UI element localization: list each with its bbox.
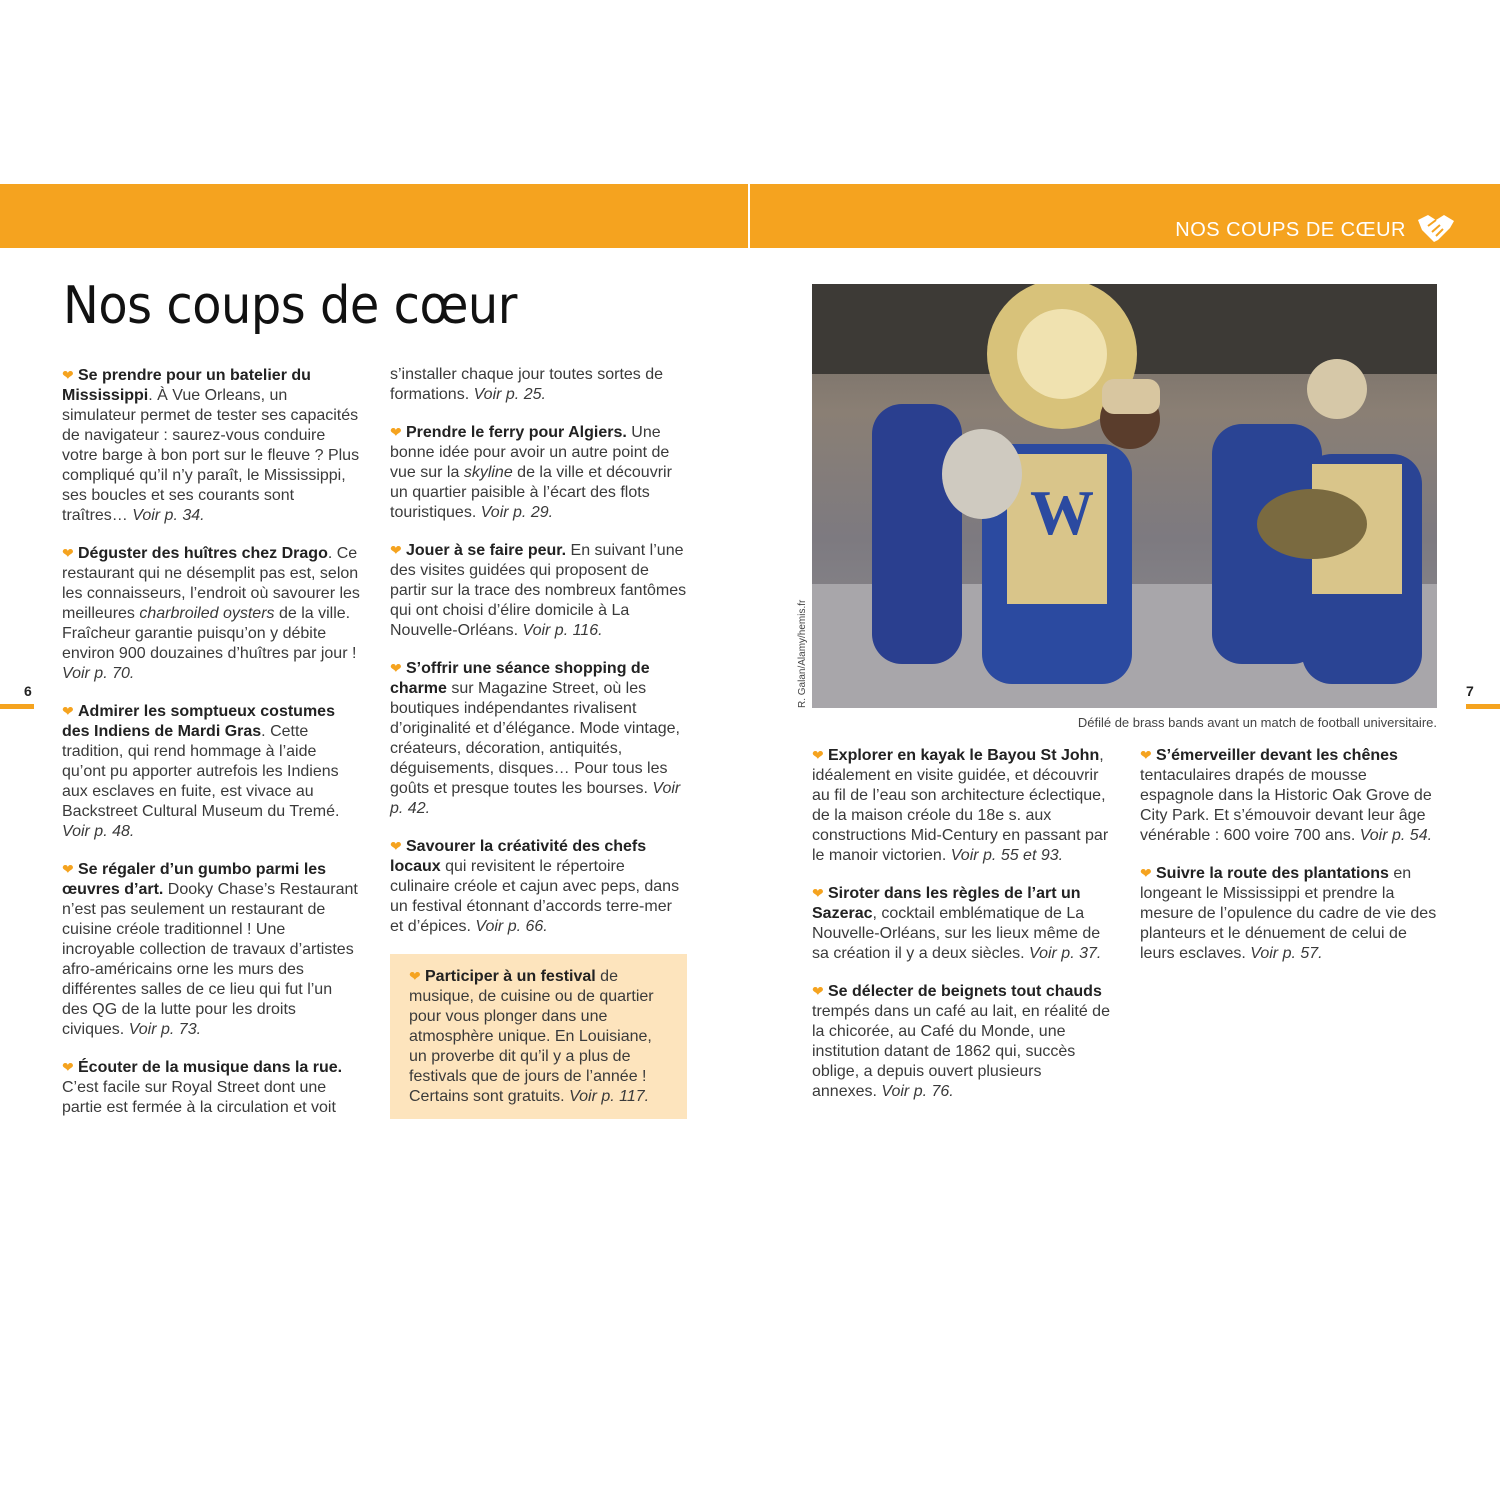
item-heading: Déguster des huîtres chez Drago	[78, 545, 328, 562]
photo-credit: R. Galan/Alamy/hemis.fr	[797, 599, 808, 708]
item-heading: Suivre la route des plantations	[1156, 865, 1389, 882]
coup-de-coeur-item	[390, 658, 688, 819]
item-text: trempés dans un café au lait, en réalité de la chicorée, au Café du Monde, une institution datant de 1862 qui, succès oblige, a depuis ouvert plusieurs annexes.	[812, 1003, 1110, 1100]
item-text-italic: Voir p. 54.	[1359, 827, 1433, 844]
item-text-italic: Voir p. 29.	[480, 504, 554, 521]
heart-icon: ❤	[62, 861, 74, 877]
heart-icon: ❤	[1140, 747, 1152, 763]
item-text-italic: Voir p. 34.	[132, 507, 205, 524]
item-heading: Explorer en kayak le Bayou St John	[828, 747, 1100, 764]
item-text-italic: Voir p. 25.	[473, 386, 546, 403]
coup-de-coeur-item	[812, 883, 1110, 964]
item-text-italic: Voir p. 42.	[390, 780, 681, 817]
coup-de-coeur-item	[390, 540, 688, 641]
item-heading: Participer à un festival	[425, 968, 596, 985]
item-text: . À Vue Orleans, un simulateur permet de tester ses capacités de navigateur : saurez-vous conduire votre barge à bon port sur le fleuve ? Plus compliqué qu’il n’y paraît, le Mississippi, ses boucles et ses courants sont traîtres…	[62, 387, 360, 524]
heart-icon: ❤	[390, 838, 402, 854]
heart-icon: ❤	[812, 885, 824, 901]
page-number-left: 6	[24, 683, 32, 699]
heart-icon: ❤	[62, 545, 74, 561]
coup-de-coeur-item	[390, 422, 688, 523]
item-text: tentaculaires drapés de mousse espagnole dans la Historic Oak Grove de City Park. Et s’émouvoir devant leur âge vénérable : 600 voire 700 ans.	[1140, 767, 1432, 844]
item-heading: Se régaler d’un gumbo parmi les œuvres d’art.	[62, 861, 327, 898]
coup-de-coeur-item	[390, 836, 688, 937]
highlight-box	[390, 954, 687, 1119]
item-heading: Se prendre pour un batelier du Mississippi	[62, 367, 311, 404]
item-text-italic: Voir p. 55 et 93.	[950, 847, 1064, 864]
item-text: , cocktail emblématique de La Nouvelle-Orléans, sur les lieux même de sa création il y a deux siècles.	[812, 905, 1101, 962]
item-heading: Écouter de la musique dans la rue.	[78, 1059, 343, 1076]
item-text-italic: skyline	[463, 464, 513, 481]
column-3	[812, 745, 1110, 1119]
item-text: de la ville. Fraîcheur garantie puisqu’on y débite environ 900 douzaines d’huîtres par jour !	[62, 605, 357, 662]
coup-de-coeur-item	[1140, 745, 1438, 846]
coup-de-coeur-item	[62, 365, 360, 526]
handshake-icon	[1416, 212, 1456, 244]
item-heading: Siroter dans les règles de l’art un Sazerac	[812, 885, 1081, 922]
heart-icon: ❤	[409, 968, 421, 984]
column-4	[1140, 745, 1438, 981]
item-text: qui revisitent le répertoire culinaire créole et cajun avec peps, dans un festival étonnant d’accords terre-mer et d’épices.	[390, 858, 680, 935]
item-text: de musique, de cuisine ou de quartier pour vous plonger dans une atmosphère unique. En Louisiane, un proverbe dit qu’il y a plus de festivals que de jours de l’année ! Certains sont gratuits.	[409, 968, 654, 1105]
coup-de-coeur-item	[62, 701, 360, 842]
page-marker-left	[0, 704, 34, 709]
heart-icon: ❤	[390, 424, 402, 440]
heart-icon: ❤	[62, 1059, 74, 1075]
item-text-italic: charbroiled oysters	[139, 605, 275, 622]
item-text: , idéalement en visite guidée, et découvrir au fil de l’eau son architecture éclectique, de la maison créole du 18e s. aux constructions Mid-Century en passant par le manoir victorien.	[812, 747, 1109, 864]
heart-icon: ❤	[62, 703, 74, 719]
svg-text:W: W	[1030, 477, 1094, 548]
item-text-italic: Voir p. 70.	[62, 665, 135, 682]
item-text: Une bonne idée pour avoir un autre point de vue sur la	[390, 424, 670, 481]
column-1	[62, 365, 360, 1135]
heart-icon: ❤	[812, 747, 824, 763]
coup-de-coeur-item	[62, 543, 360, 684]
page-marker-right	[1466, 704, 1500, 709]
item-heading: Savourer la créativité des chefs locaux	[390, 838, 647, 875]
page-title: Nos coups de cœur	[63, 276, 518, 336]
item-text-italic: Voir p. 117.	[569, 1088, 650, 1105]
item-text: s’installer chaque jour toutes sortes de formations.	[390, 366, 664, 403]
heart-icon: ❤	[1140, 865, 1152, 881]
item-text: Dooky Chase’s Restaurant n’est pas seulement un restaurant de cuisine créole traditionnel ! Une incroyable collection de travaux d’artistes afro-américains orne les murs des différentes salles de ce lieu qui fut l’un des QG de la lutte pour les droits civiques.	[62, 881, 358, 1038]
item-text-italic: Voir p. 66.	[475, 918, 548, 935]
item-text-italic: Voir p. 37.	[1029, 945, 1102, 962]
coup-de-coeur-item	[1140, 863, 1438, 964]
coup-de-coeur-item	[62, 1057, 360, 1118]
item-heading: Jouer à se faire peur.	[406, 542, 567, 559]
item-text: . Cette tradition, qui rend hommage à l’aide qu’ont pu apporter autrefois les Indiens aux esclaves en fuite, est vivace au Backstreet Cultural Museum du Tremé.	[62, 723, 340, 820]
coup-de-coeur-item	[812, 981, 1110, 1102]
item-text-italic: Voir p. 116.	[522, 622, 603, 639]
item-text: sur Magazine Street, où les boutiques indépendantes rivalisent d’originalité et d’élégance. Mode vintage, créateurs, décoration, antiquités, déguisements, disques… Pour tous les goûts et presque toutes les bourses.	[390, 680, 680, 797]
coup-de-coeur-item	[812, 745, 1110, 866]
item-text-italic: Voir p. 76.	[881, 1083, 954, 1100]
item-text: de la ville et découvrir un quartier paisible à l’écart des flots touristiques.	[390, 464, 672, 521]
brass-band-photo	[812, 284, 1437, 708]
item-text: en longeant le Mississippi et prendre la mesure de l’opulence du cadre de vie des planteurs et le dénuement de celui de leurs esclaves.	[1140, 865, 1437, 962]
item-text: En suivant l’une des visites guidées qui proposent de partir sur la trace des nombreux fantômes qui ont choisi d’élire domicile à La Nouvelle-Orléans.	[390, 542, 687, 639]
item-heading: Se délecter de beignets tout chauds	[828, 983, 1102, 1000]
heart-icon: ❤	[390, 542, 402, 558]
item-text: . Ce restaurant qui ne désemplit pas est, selon les connaisseurs, l’endroit où savourer les meilleures	[62, 545, 360, 622]
heart-icon: ❤	[62, 367, 74, 383]
column-2	[390, 365, 688, 1136]
running-head: NOS COUPS DE CŒUR	[1175, 219, 1406, 241]
item-text-italic: Voir p. 73.	[128, 1021, 202, 1038]
heart-icon: ❤	[812, 983, 824, 999]
photo-caption: Défilé de brass bands avant un match de football universitaire.	[1077, 715, 1437, 730]
header-band-left	[0, 184, 748, 248]
item-text-italic: Voir p. 57.	[1250, 945, 1323, 962]
item-text-italic: Voir p. 48.	[62, 823, 135, 840]
item-heading: S’offrir une séance shopping de charme	[390, 660, 650, 697]
heart-icon: ❤	[390, 660, 402, 676]
item-heading: S’émerveiller devant les chênes	[1156, 747, 1398, 764]
coup-de-coeur-item	[62, 859, 360, 1040]
item-heading: Admirer les somptueux costumes des Indiens de Mardi Gras	[62, 703, 335, 740]
item-heading: Prendre le ferry pour Algiers.	[406, 424, 627, 441]
coup-de-coeur-item	[390, 365, 688, 405]
item-text: C’est facile sur Royal Street dont une partie est fermée à la circulation et voit	[62, 1079, 336, 1116]
page-number-right: 7	[1466, 683, 1474, 699]
